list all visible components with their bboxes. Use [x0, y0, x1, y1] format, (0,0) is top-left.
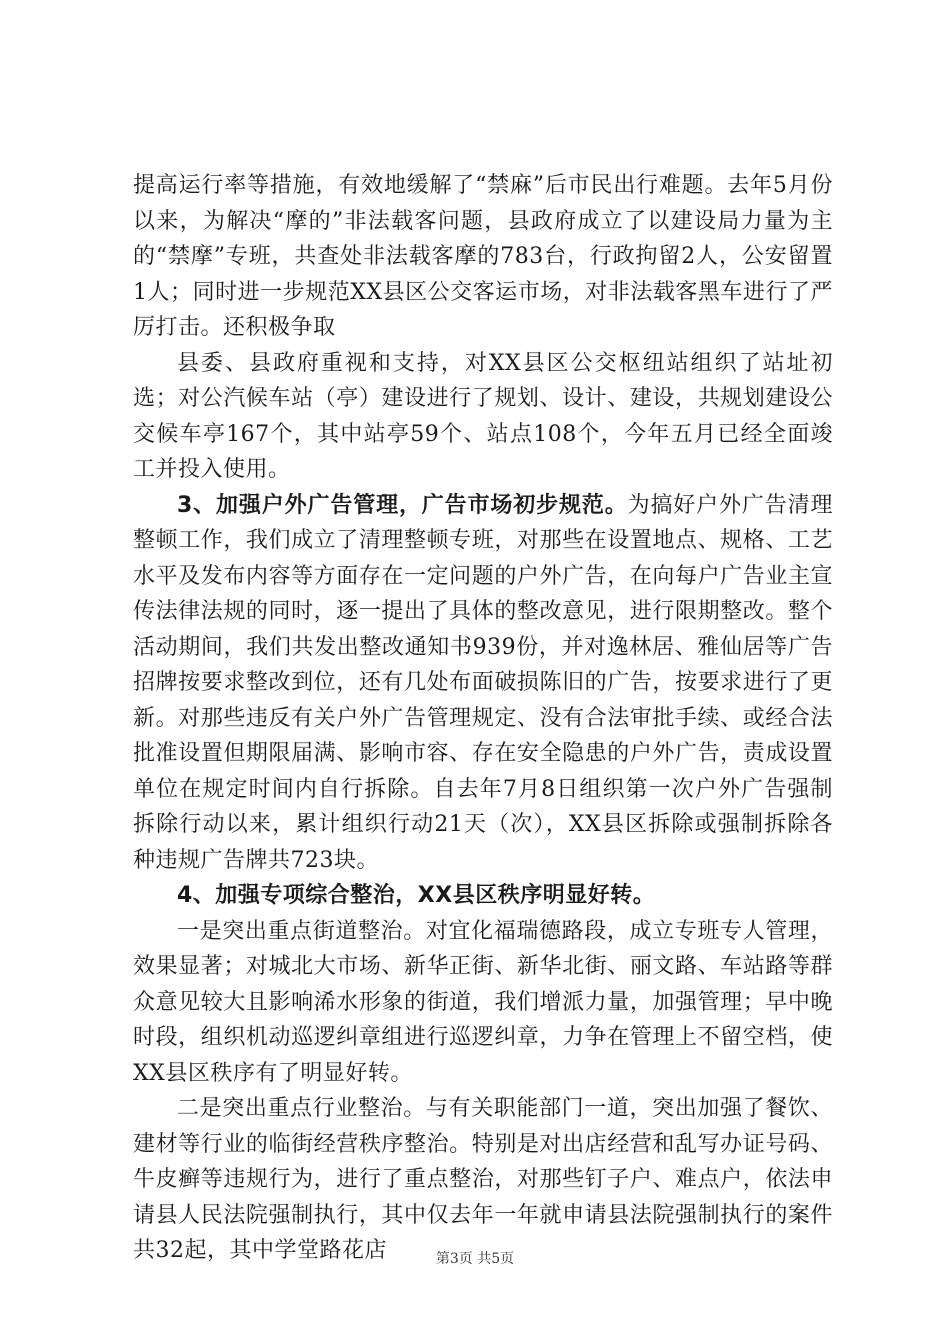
- paragraph-2: 县委、县政府重视和支持，对XX县区公交枢纽站组织了站址初选；对公汽候车站（亭）建设进行了规划、设计、建设，共规划建设公交候车亭167个，其中站亭59个、站点108个，今年五月已经全面竣工并投入使用。: [133, 350, 833, 482]
- document-body: [133, 168, 833, 1269]
- section-heading-4: 4、加强专项综合整治，XX县区秩序明显好转。: [177, 883, 656, 908]
- paragraph-6: 二是突出重点行业整治。与有关职能部门一道，突出加强了餐饮、建材等行业的临街经营秩序整治。特别是对出店经营和乱写办证号码、牛皮癣等违规行为，进行了重点整治，对那些钉子户、难点户，依法申请县人民法院强制执行，其中仅去年一年就申请县法院强制执行的案件共32起，其中学堂路花店: [133, 1096, 833, 1263]
- paragraph-1: 提高运行率等措施，有效地缓解了“禁麻”后市民出行难题。去年5月份以来，为解决“摩的”非法载客问题，县政府成立了以建设局力量为主的“禁摩”专班，共查处非法载客摩的783台，行政拘留2人，公安留置1人；同时进一步规范XX县区公交客运市场，对非法载客黑车进行了严厉打击。还积极争取: [133, 173, 833, 340]
- paragraph-4: [133, 878, 833, 914]
- page-footer: 第3页 共5页: [435, 1251, 515, 1267]
- paragraph-5: 一是突出重点街道整治。对宜化福瑞德路段，成立专班专人管理，效果显著；对城北大市场、新华正街、新华北街、丽文路、车站路等群众意见较大且影响浠水形象的街道，我们增派力量，加强管理；早中晚时段，组织机动巡逻纠章组进行巡逻纠章，力争在管理上不留空档，使XX县区秩序有了明显好转。: [133, 918, 833, 1086]
- paragraph-3: [133, 488, 833, 879]
- paragraph-3-text: 为搞好户外广告清理整顿工作，我们成立了清理整顿专班，对那些在设置地点、规格、工艺水平及发布内容等方面存在一定问题的户外广告，在向每户广告业主宣传法律法规的同时，逐一提出了具体的整改意见，进行限期整改。整个活动期间，我们共发出整改通知书939份，并对逸林居、雅仙居等广告招牌按要求整改到位，还有几处布面破损陈旧的广告，按要求进行了更新。对那些违反有关户外广告管理规定、没有合法审批手续、或经合法批准设置但期限届满、影响市容、存在安全隐患的户外广告，责成设置单位在规定时间内自行拆除。自去年7月8日组织第一次户外广告强制拆除行动以来，累计组织行动21天（次），XX县区拆除或强制拆除各种违规广告牌共723块。: [133, 492, 833, 873]
- section-heading-3: 3、加强户外广告管理，广告市场初步规范。: [177, 492, 628, 518]
